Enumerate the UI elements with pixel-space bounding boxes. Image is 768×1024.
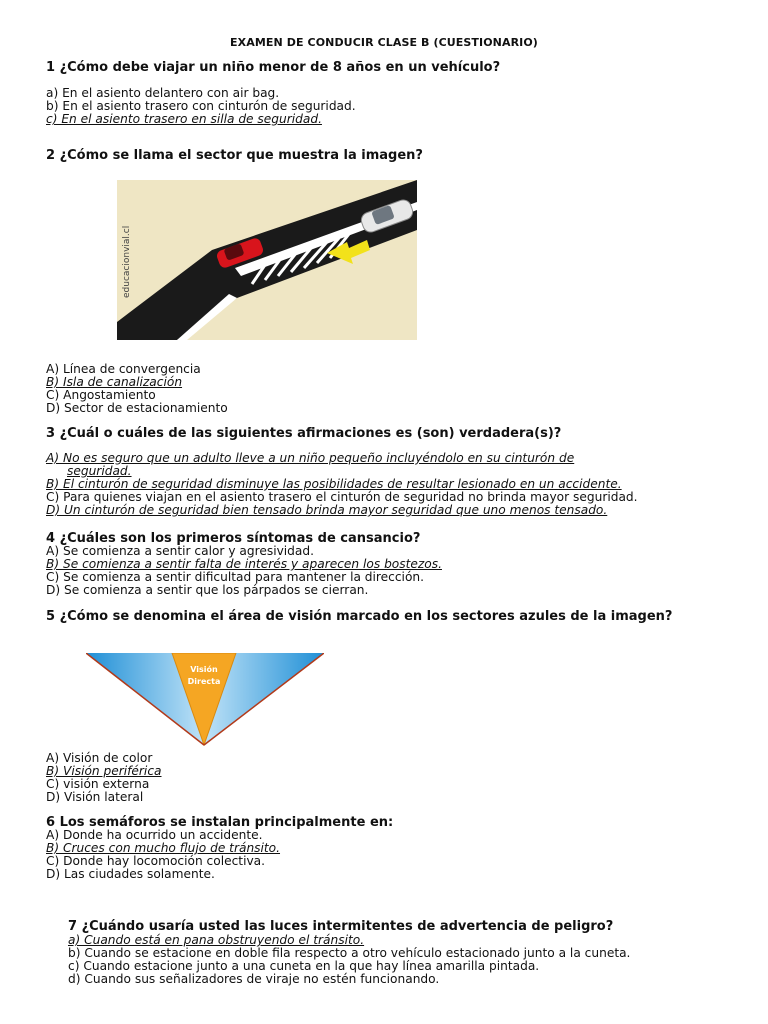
option-d: D) Visión lateral — [46, 790, 144, 804]
question-4-options — [46, 545, 442, 597]
option-d: d) Cuando sus señalizadores de viraje no estén funcionando. — [68, 972, 440, 986]
question-6: 6 Los semáforos se instalan principalmente en: — [46, 815, 394, 830]
question-1-options — [46, 87, 356, 126]
vision-label-line1: Visión — [190, 665, 218, 674]
option-a: A) Se comienza a sentir calor y agresividad. — [46, 544, 314, 558]
option-a: a) En el asiento delantero con air bag. — [46, 86, 280, 100]
option-d: D) Sector de estacionamiento — [46, 401, 228, 415]
question-2: 2 ¿Cómo se llama el sector que muestra la imagen? — [46, 148, 423, 163]
question-5: 5 ¿Cómo se denomina el área de visión marcado en los sectores azules de la imagen? — [46, 609, 673, 624]
question-3-options — [46, 452, 638, 517]
option-a-answer-continued: seguridad. — [67, 464, 132, 478]
question-3: 3 ¿Cuál o cuáles de las siguientes afirmaciones es (son) verdadera(s)? — [46, 426, 562, 441]
option-c: C) Se comienza a sentir dificultad para mantener la dirección. — [46, 570, 424, 584]
question-2-options — [46, 363, 228, 415]
question-4: 4 ¿Cuáles son los primeros síntomas de cansancio? — [46, 531, 421, 546]
option-c: C) Donde hay locomoción colectiva. — [46, 854, 266, 868]
vision-field-image — [86, 653, 324, 746]
question-7: 7 ¿Cuándo usaría usted las luces intermitentes de advertencia de peligro? — [68, 919, 614, 934]
question-1: 1 ¿Cómo debe viajar un niño menor de 8 años en un vehículo? — [46, 60, 501, 75]
option-b: b) Cuando se estacione en doble fila respecto a otro vehículo estacionado junto a la cuneta. — [68, 946, 631, 960]
option-b-answer: B) Isla de canalización — [46, 375, 183, 389]
option-b-answer: B) Se comienza a sentir falta de interés y aparecen los bostezos. — [46, 557, 442, 571]
question-7-options — [68, 934, 630, 986]
option-b: b) En el asiento trasero con cinturón de seguridad. — [46, 99, 356, 113]
option-c: C) visión externa — [46, 777, 150, 791]
option-b-answer: B) El cinturón de seguridad disminuye las posibilidades de resultar lesionado en un accidente. — [46, 477, 622, 491]
canalization-island-image — [117, 180, 417, 340]
question-6-options — [46, 829, 280, 881]
question-5-options — [46, 752, 162, 804]
option-b-answer: B) Visión periférica — [46, 764, 162, 778]
option-c: C) Para quienes viajan en el asiento trasero el cinturón de seguridad no brinda mayor seguridad. — [46, 490, 638, 504]
option-d: D) Se comienza a sentir que los párpados se cierran. — [46, 583, 369, 597]
option-c-answer: c) En el asiento trasero en silla de seguridad. — [46, 112, 322, 126]
document-title: EXAMEN DE CONDUCIR CLASE B (CUESTIONARIO) — [230, 36, 538, 49]
option-c: c) Cuando estacione junto a una cuneta en la que hay línea amarilla pintada. — [68, 959, 540, 973]
option-d-answer: D) Un cinturón de seguridad bien tensado brinda mayor seguridad que uno menos tensado. — [46, 503, 608, 517]
option-c: C) Angostamiento — [46, 388, 156, 402]
vision-label-line2: Directa — [187, 677, 221, 686]
option-a: A) Donde ha ocurrido un accidente. — [46, 828, 263, 842]
image-watermark: educacionvial.cl — [122, 225, 132, 298]
option-a: A) Línea de convergencia — [46, 362, 201, 376]
option-d: D) Las ciudades solamente. — [46, 867, 215, 881]
option-a-answer: A) No es seguro que un adulto lleve a un niño pequeño incluyéndolo en su cinturón de — [46, 451, 575, 465]
option-a-answer: a) Cuando está en pana obstruyendo el tránsito. — [68, 933, 365, 947]
option-a: A) Visión de color — [46, 751, 153, 765]
option-b-answer: B) Cruces con mucho flujo de tránsito. — [46, 841, 281, 855]
